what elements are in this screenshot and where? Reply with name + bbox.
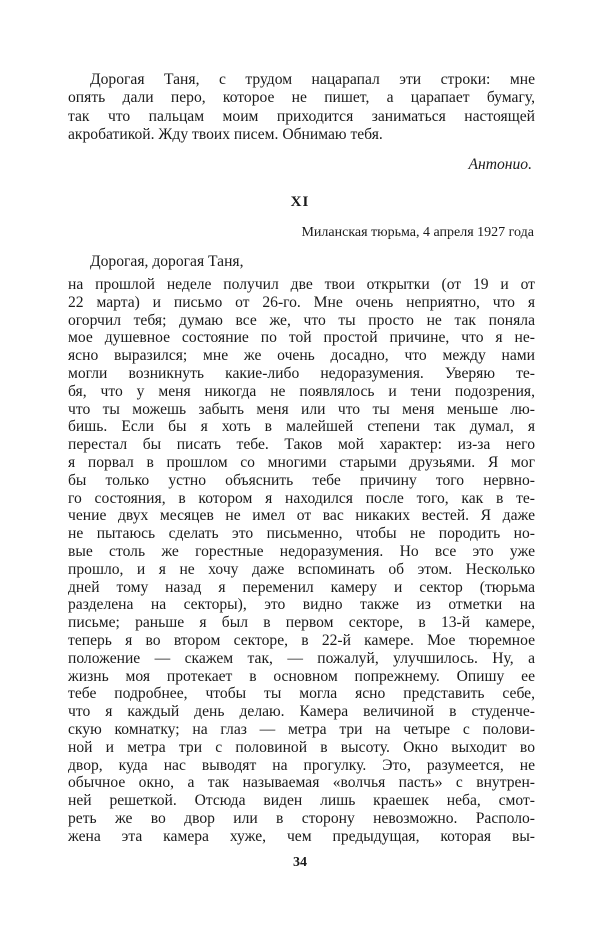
- text-line: бишь. Если бы я хоть в малейшей степени так думал, я: [68, 418, 535, 436]
- text-line: вые столь же горестные недоразумения. Но все это уже: [68, 542, 535, 560]
- letter-dateline: Миланская тюрьма, 4 апреля 1927 года: [301, 225, 534, 240]
- text-line: двор, куда нас выводят на прогулку. Это, разумеется, не: [68, 756, 535, 774]
- text-line: так что пальцам моим приходится заниматься настоящей: [68, 107, 535, 125]
- text-line: перестал бы писать тебе. Таков мой характер: из-за него: [68, 436, 535, 454]
- text-line: дней тому назад я переменил камеру и сектор (тюрьма: [68, 578, 535, 596]
- text-line: что я каждый день делаю. Камера величиной в студенче-: [68, 703, 535, 721]
- text-line: опять дали перо, которое не пишет, а царапает бумагу,: [68, 89, 535, 107]
- page-number: 34: [293, 855, 307, 870]
- text-line: могли возникнуть какие-либо недоразумения. Уверяю те-: [68, 364, 535, 382]
- text-line: разделена на секторы), это видно также из отметки на: [68, 596, 535, 614]
- text-line: реть же во двор или в сторону невозможно. Располо-: [68, 809, 535, 827]
- text-line: жена эта камера хуже, чем предыдущая, которая вы-: [68, 827, 535, 845]
- text-line: 22 марта) и письмо от 26-го. Мне очень неприятно, что я: [68, 293, 535, 311]
- text-line: акробатикой. Жду твоих писем. Обнимаю тебя.: [68, 126, 383, 144]
- text-line: обычное окно, а так называемая «волчья пасть» с внутрен-: [68, 774, 535, 792]
- text-line: тебе подробнее, чтобы ты могла ясно представить себе,: [68, 685, 535, 703]
- text-line: жизнь моя протекает в основном попрежнему. Опишу ее: [68, 667, 535, 685]
- letter-salutation: Дорогая, дорогая Таня,: [90, 253, 244, 270]
- text-line: не пытаюсь сделать это письменно, чтобы не породить но-: [68, 525, 535, 543]
- letter-body: [68, 276, 535, 846]
- text-line: что ты можешь забыть меня или что ты меня меньше лю-: [68, 400, 535, 418]
- text-line: письме; раньше я был в первом секторе, в 13-й камере,: [68, 614, 535, 632]
- text-line: скую комнатку; на глаз — метра три на четыре с полови-: [68, 720, 535, 738]
- letter-number-heading: XI: [290, 194, 310, 210]
- text-line: положение — скажем так, — пожалуй, улучшилось. Ну, а: [68, 649, 535, 667]
- text-line: ной и метра три с половиной в высоту. Окно выходит во: [68, 738, 535, 756]
- text-line: на прошлой неделе получил две твои открытки (от 19 и от: [68, 276, 535, 293]
- text-line: ясно выразился; мне же очень досадно, что между нами: [68, 347, 535, 365]
- text-line: бя, что у меня никогда не появлялось и тени подозрения,: [68, 382, 535, 400]
- closing-paragraph: [68, 71, 535, 145]
- text-line: прошло, и я не хочу даже вспоминать об этом. Несколько: [68, 560, 535, 578]
- text-line: теперь я во втором секторе, в 22-й камере. Мое тюремное: [68, 631, 535, 649]
- signature: Антонио.: [468, 156, 532, 173]
- text-line: чение двух месяцев не имел от вас никаких вестей. Я даже: [68, 507, 535, 525]
- text-line: я порвал в прошлом со многими старыми друзьями. Я мог: [68, 453, 535, 471]
- text-line: Дорогая Таня, с трудом нацарапал эти строки: мне: [90, 71, 535, 88]
- text-line: огорчил тебя; думаю все же, что ты просто не так поняла: [68, 311, 535, 329]
- text-line: го состояния, в котором я находился после того, как в те-: [68, 489, 535, 507]
- text-line: ней решеткой. Отсюда виден лишь краешек неба, смот-: [68, 792, 535, 810]
- text-line: бы только устно объяснить тебе причину того нервно-: [68, 471, 535, 489]
- text-line: мое душевное состояние по той простой причине, что я не-: [68, 329, 535, 347]
